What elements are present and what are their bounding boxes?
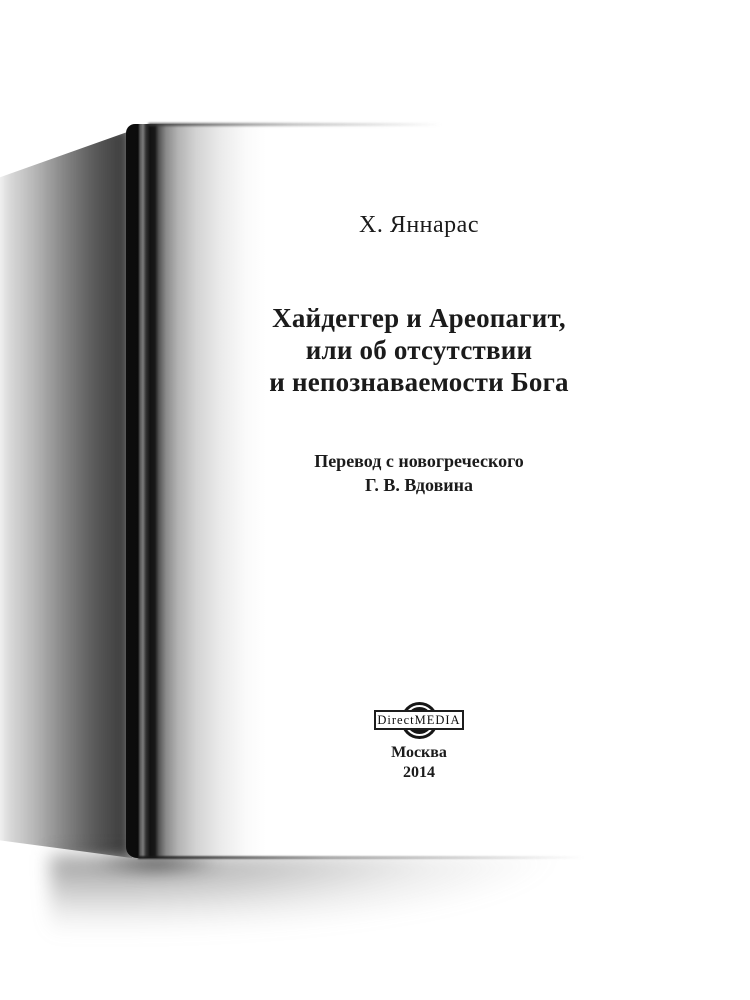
imprint-block xyxy=(126,702,712,783)
page-bottom-edge xyxy=(138,856,608,859)
left-cast-shadow xyxy=(0,126,132,858)
title-page xyxy=(126,124,712,858)
title-line-3: и непознаваемости Бога xyxy=(269,367,569,397)
title-line-1: Хайдеггер и Ареопагит, xyxy=(272,303,566,333)
book-title xyxy=(126,302,712,398)
author-name: Х. Яннарас xyxy=(359,212,479,238)
translation-source-line: Перевод с новогреческого xyxy=(314,451,524,471)
translator-name: Г. В. Вдовина xyxy=(364,475,474,495)
page-top-edge xyxy=(148,123,468,126)
publisher-city: Москва xyxy=(391,744,447,761)
publisher-logo-plate: DirectMEDIA xyxy=(374,710,464,730)
title-line-2: или об отсутствии xyxy=(305,335,533,365)
translation-note xyxy=(126,449,712,497)
publication-year: 2014 xyxy=(403,764,435,781)
publisher-logo xyxy=(374,702,464,739)
